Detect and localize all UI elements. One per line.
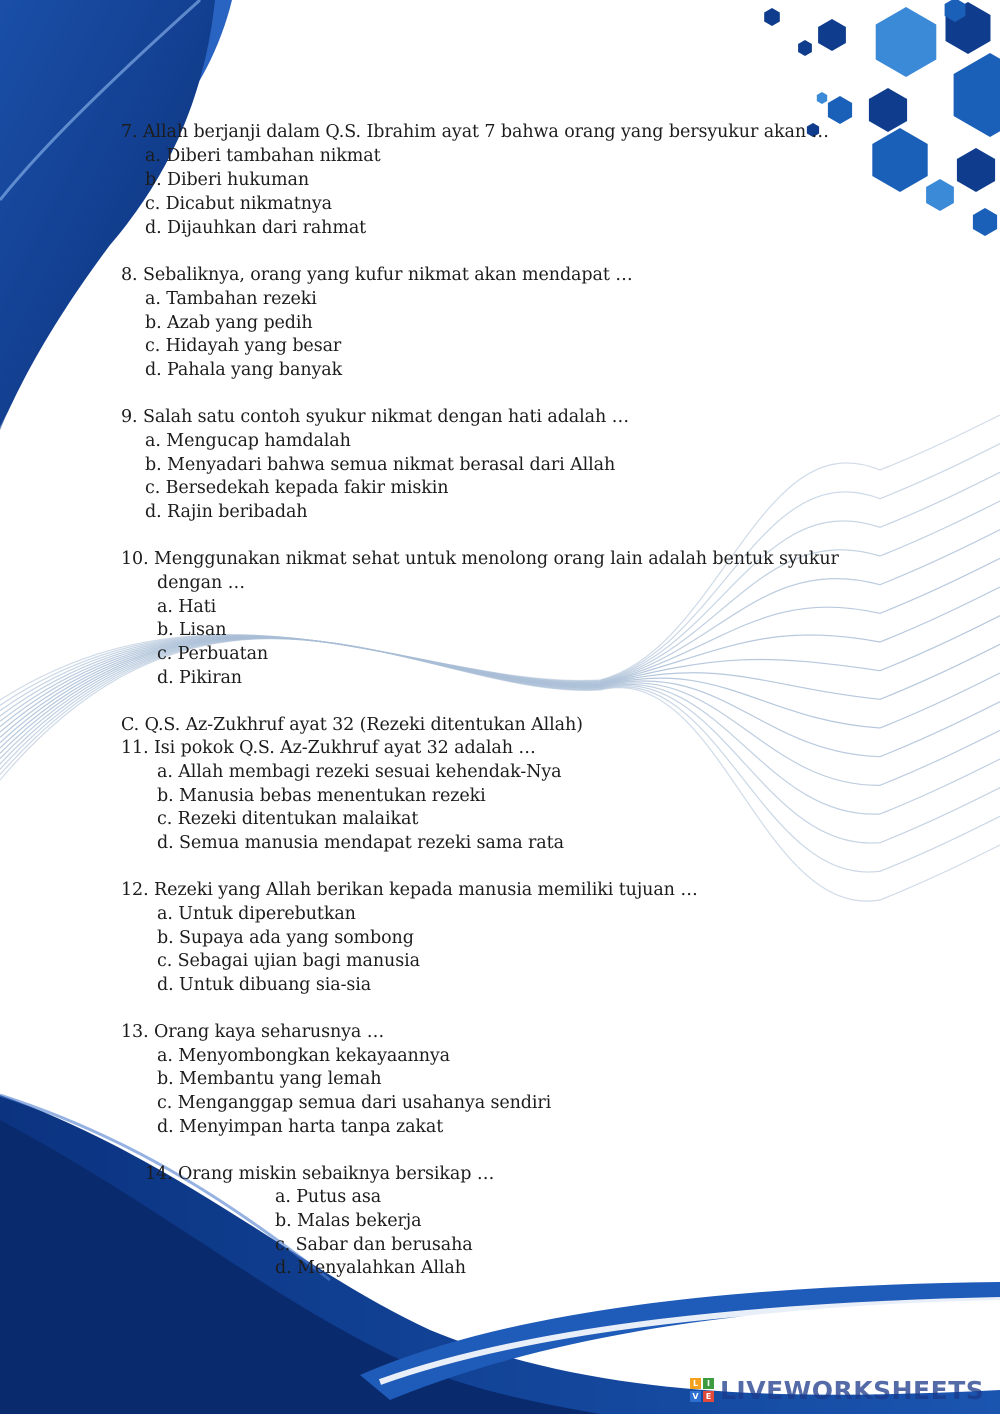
option-11a: a. Allah membagi rezeki sesuai kehendak-Nya (157, 762, 562, 782)
option-8c: c. Hidayah yang besar (145, 336, 342, 356)
option-8a: a. Tambahan rezeki (145, 289, 317, 309)
option-9c: c. Bersedekah kepada fakir miskin (145, 478, 449, 498)
option-13d: d. Menyimpan harta tanpa zakat (157, 1117, 444, 1137)
option-7b: b. Diberi hukuman (145, 170, 310, 190)
option-13b: b. Membantu yang lemah (157, 1069, 382, 1089)
logo-letter-l: L (690, 1378, 701, 1389)
option-8d: d. Pahala yang banyak (145, 360, 343, 380)
option-11b: b. Manusia bebas menentukan rezeki (157, 786, 486, 806)
question-10-continuation: dengan … (157, 573, 245, 593)
question-8: 8. Sebaliknya, orang yang kufur nikmat akan mendapat … (121, 265, 633, 285)
option-13c: c. Menganggap semua dari usahanya sendiri (157, 1093, 552, 1113)
question-9: 9. Salah satu contoh syukur nikmat dengan hati adalah … (121, 407, 629, 427)
logo-letter-i: I (703, 1378, 714, 1389)
option-9a: a. Mengucap hamdalah (145, 431, 351, 451)
option-9d: d. Rajin beribadah (145, 502, 308, 522)
option-14a: a. Putus asa (275, 1187, 382, 1207)
section-heading: C. Q.S. Az-Zukhruf ayat 32 (Rezeki ditentukan Allah) (121, 715, 583, 735)
question-7: 7. Allah berjanji dalam Q.S. Ibrahim ayat 7 bahwa orang yang bersyukur akan … (121, 122, 829, 142)
watermark-text: LIVEWORKSHEETS (720, 1375, 985, 1405)
option-10a: a. Hati (157, 597, 217, 617)
liveworksheets-watermark (690, 1376, 984, 1404)
question-12: 12. Rezeki yang Allah berikan kepada manusia memiliki tujuan … (121, 880, 698, 900)
question-13: 13. Orang kaya seharusnya … (121, 1022, 385, 1042)
option-9b: b. Menyadari bahwa semua nikmat berasal dari Allah (145, 455, 616, 475)
logo-letter-e: E (703, 1391, 714, 1402)
option-7a: a. Diberi tambahan nikmat (145, 146, 381, 166)
question-10: 10. Menggunakan nikmat sehat untuk menolong orang lain adalah bentuk syukur (121, 549, 839, 569)
option-10c: c. Perbuatan (157, 644, 269, 664)
liveworksheets-logo-icon (690, 1378, 714, 1402)
option-14c: c. Sabar dan berusaha (275, 1235, 473, 1255)
option-8b: b. Azab yang pedih (145, 313, 313, 333)
question-14: 14. Orang miskin sebaiknya bersikap … (145, 1164, 495, 1184)
option-7d: d. Dijauhkan dari rahmat (145, 218, 367, 238)
option-14b: b. Malas bekerja (275, 1211, 422, 1231)
option-13a: a. Menyombongkan kekayaannya (157, 1046, 451, 1066)
option-11c: c. Rezeki ditentukan malaikat (157, 809, 419, 829)
question-11: 11. Isi pokok Q.S. Az-Zukhruf ayat 32 adalah … (121, 738, 536, 758)
logo-letter-v: V (690, 1391, 701, 1402)
option-12d: d. Untuk dibuang sia-sia (157, 975, 372, 995)
option-14d: d. Menyalahkan Allah (275, 1258, 466, 1278)
option-7c: c. Dicabut nikmatnya (145, 194, 332, 214)
option-11d: d. Semua manusia mendapat rezeki sama rata (157, 833, 564, 853)
option-12b: b. Supaya ada yang sombong (157, 928, 414, 948)
option-12a: a. Untuk diperebutkan (157, 904, 356, 924)
option-10b: b. Lisan (157, 620, 227, 640)
option-10d: d. Pikiran (157, 668, 242, 688)
option-12c: c. Sebagai ujian bagi manusia (157, 951, 420, 971)
